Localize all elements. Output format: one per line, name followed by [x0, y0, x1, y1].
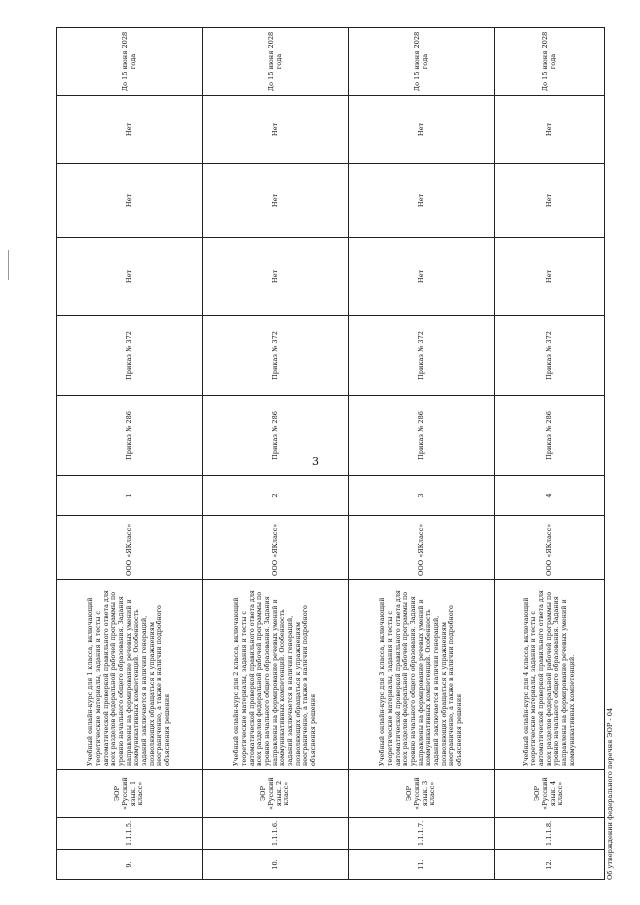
scan-margin-mark	[8, 250, 11, 280]
row-description: Учебный онлайн-курс для 4 класса, включающий теоретические материалы, задания и тесты с автоматической проверкой правильного ответа для всех разделов федеральной рабочей программы по уровню начального общего образования. Задания направлены на формирование речевых умений и коммуникативных компетенций.	[495, 580, 605, 770]
row-organization: ООО «ЯКласс»	[495, 516, 605, 580]
row-organization: ООО «ЯКласс»	[349, 516, 495, 580]
row-flag-3: Нет	[495, 96, 605, 164]
row-count: 2	[203, 476, 349, 516]
row-count: 4	[495, 476, 605, 516]
row-code: 1.1.1.8.	[495, 818, 605, 850]
row-flag-2: Нет	[349, 164, 495, 238]
row-code: 1.1.1.7.	[349, 818, 495, 850]
row-number: 12.	[495, 850, 605, 880]
row-flag-1: Нет	[57, 238, 203, 316]
row-count: 1	[57, 476, 203, 516]
row-deadline: До 15 июня 2028 года	[203, 28, 349, 96]
row-flag-1: Нет	[203, 238, 349, 316]
row-deadline: До 15 июня 2028 года	[495, 28, 605, 96]
row-resource-name: ЭОР «Русский язык. 3 класс»	[349, 770, 495, 818]
row-description: Учебный онлайн-курс для 1 класса, включающий теоретические материалы, задания и тесты с автоматической проверкой правильного ответа для всех разделов федеральной рабочей программы по уровню начального общего образования. Задания направлены на формирование речевых умений и коммуникативных компетенций. Особенность заданий заключается в наличии генераций, позволяющих обращаться к упражнениям неограниченно, а также в наличии подробного объяснения решения	[57, 580, 203, 770]
row-order-2: Приказ № 372	[495, 316, 605, 396]
row-number: 11.	[349, 850, 495, 880]
row-deadline: До 15 июня 2028 года	[349, 28, 495, 96]
row-count: 3	[349, 476, 495, 516]
row-resource-name: ЭОР «Русский язык. 2 класс»	[203, 770, 349, 818]
row-order-1: Приказ № 286	[203, 396, 349, 476]
row-order-1: Приказ № 286	[349, 396, 495, 476]
row-organization: ООО «ЯКласс»	[203, 516, 349, 580]
row-order-1: Приказ № 286	[57, 396, 203, 476]
row-deadline: До 15 июня 2028 года	[57, 28, 203, 96]
row-order-2: Приказ № 372	[57, 316, 203, 396]
row-order-2: Приказ № 372	[349, 316, 495, 396]
row-order-1: Приказ № 286	[495, 396, 605, 476]
row-flag-3: Нет	[57, 96, 203, 164]
row-number: 10.	[203, 850, 349, 880]
eor-list-table	[56, 27, 605, 880]
row-resource-name: ЭОР «Русский язык. 4 класс»	[495, 770, 605, 818]
rotated-page-content	[56, 28, 614, 880]
row-flag-3: Нет	[203, 96, 349, 164]
row-resource-name: ЭОР «Русский язык. 1 класс»	[57, 770, 203, 818]
row-flag-3: Нет	[349, 96, 495, 164]
row-flag-1: Нет	[349, 238, 495, 316]
row-description: Учебный онлайн-курс для 2 класса, включающий теоретические материалы, задания и тесты с автоматической проверкой правильного ответа для всех разделов федеральной рабочей программы по уровню начального общего образования. Задания направлены на формирование речевых умений и коммуникативных компетенций. Особенность заданий заключается в наличии генераций, позволяющих обращаться к упражнениям неограниченно, а также в наличии подробного объяснения решения	[203, 580, 349, 770]
row-organization: ООО «ЯКласс»	[57, 516, 203, 580]
row-flag-2: Нет	[495, 164, 605, 238]
table-row	[203, 28, 349, 880]
footnote: Об утверждении федерального перечня ЭОР - 04	[606, 707, 614, 880]
table-row	[349, 28, 495, 880]
table-row	[57, 28, 203, 880]
row-description: Учебный онлайн-курс для 3 класса, включающий теоретические материалы, задания и тесты с автоматической проверкой правильного ответа для всех разделов федеральной рабочей программы по уровню начального общего образования. Задания направлены на формирование речевых умений и коммуникативных компетенций. Особенность заданий заключается в наличии генераций, позволяющих обращаться к упражнениям неограниченно, а также в наличии подробного объяснения решения	[349, 580, 495, 770]
table-row	[495, 28, 605, 880]
row-code: 1.1.1.5.	[57, 818, 203, 850]
row-order-2: Приказ № 372	[203, 316, 349, 396]
row-flag-2: Нет	[203, 164, 349, 238]
row-number: 9.	[57, 850, 203, 880]
row-flag-2: Нет	[57, 164, 203, 238]
page-number: 3	[312, 455, 319, 468]
row-flag-1: Нет	[495, 238, 605, 316]
row-code: 1.1.1.6.	[203, 818, 349, 850]
